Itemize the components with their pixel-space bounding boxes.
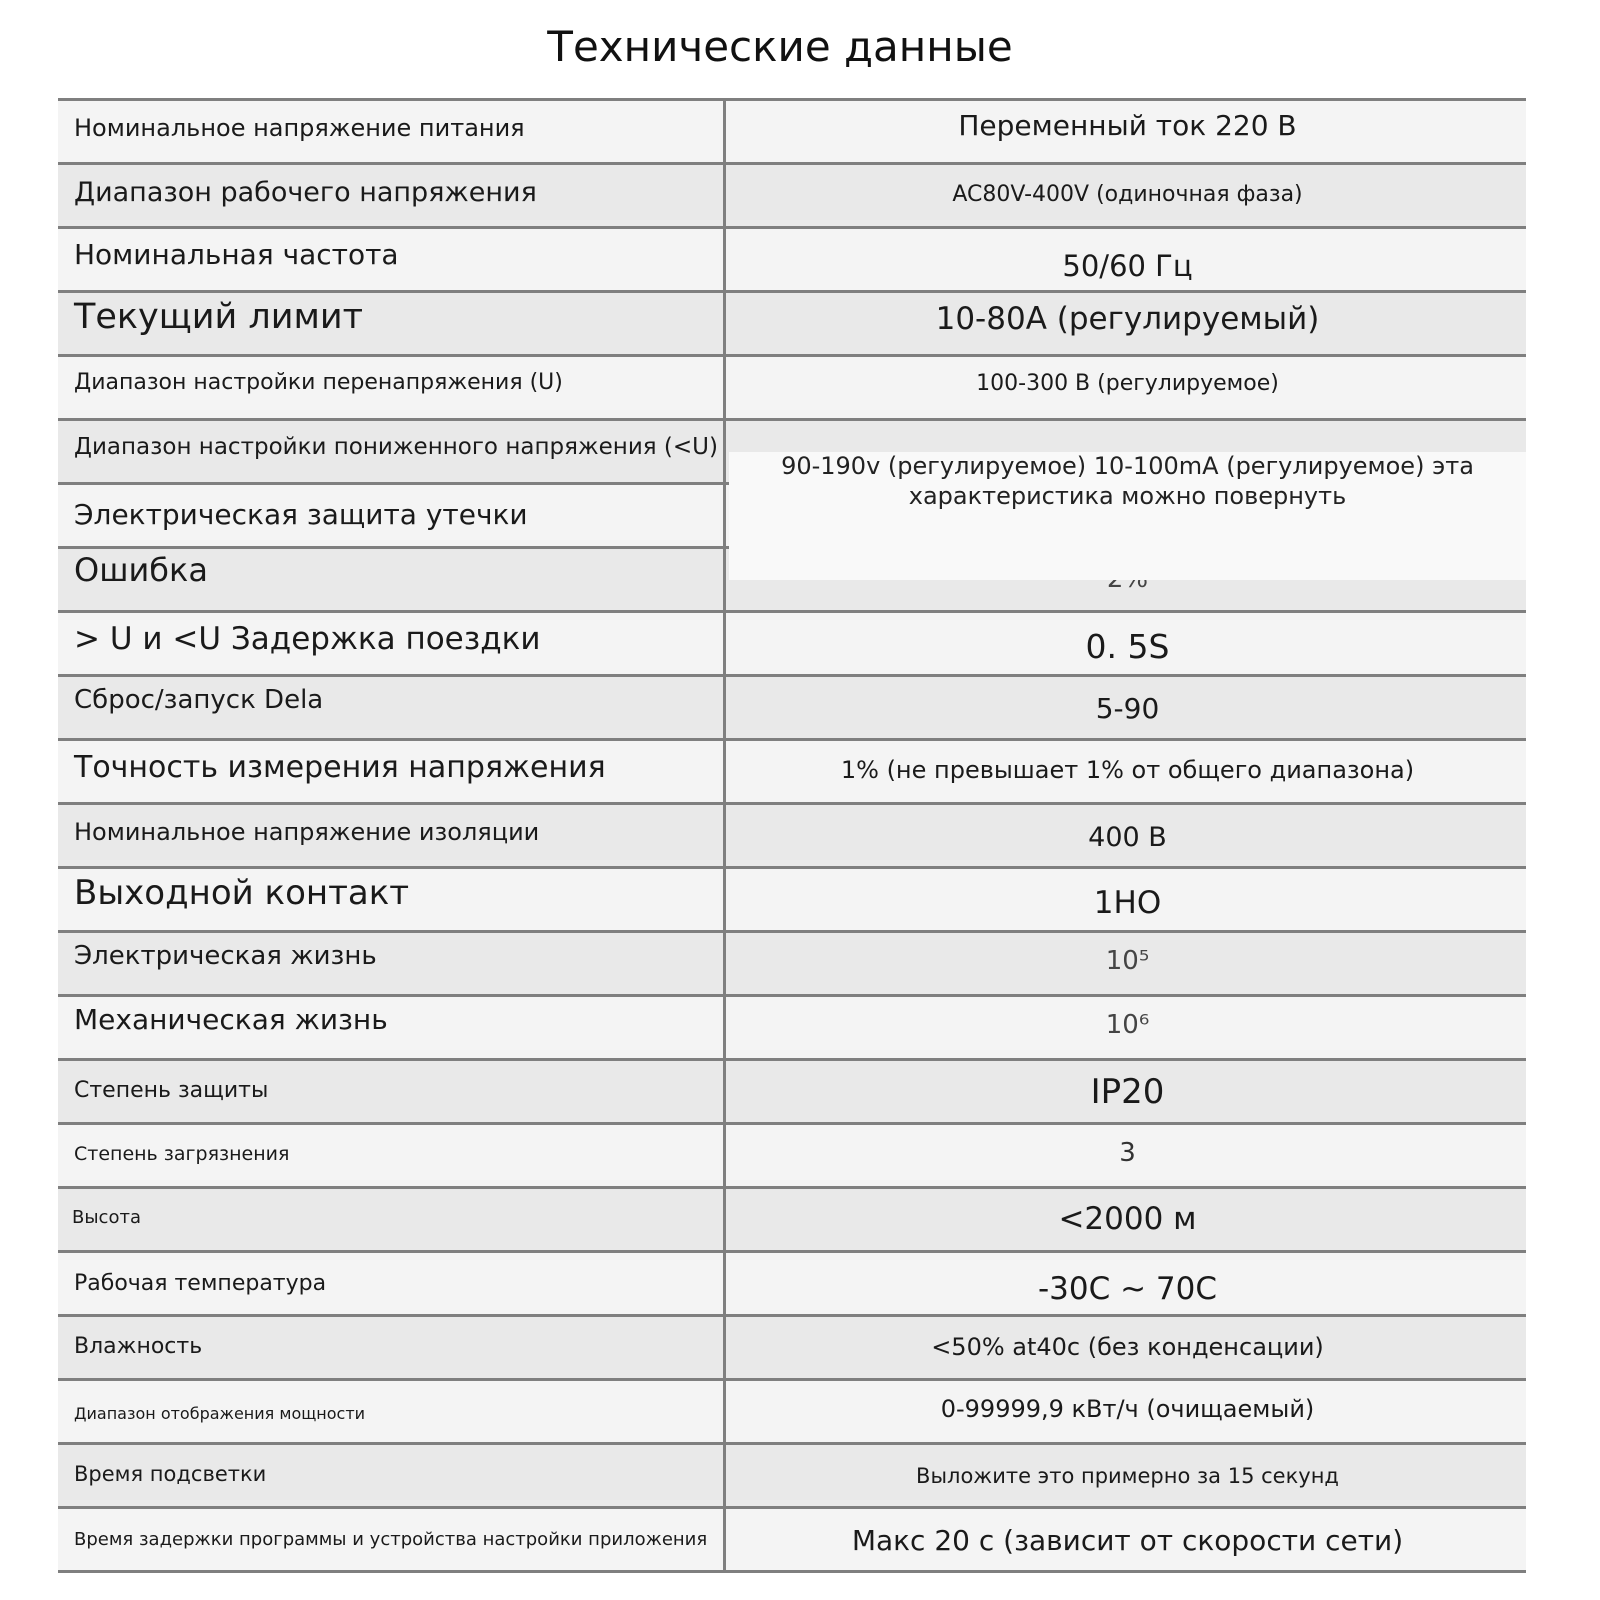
row-label-cell: [58, 869, 726, 930]
row-label-cell: [58, 1061, 726, 1122]
table-row: [58, 741, 1526, 805]
row-label: Степень защиты: [74, 1078, 269, 1103]
table-row: [58, 805, 1526, 869]
row-label-cell: [58, 357, 726, 418]
merged-value-line-2: характеристика можно повернуть: [908, 482, 1347, 510]
table-row: [58, 357, 1526, 421]
row-label: Диапазон настройки пониженного напряжения (<U): [74, 434, 718, 460]
row-label: Время подсветки: [74, 1462, 267, 1486]
spec-table: [58, 98, 1526, 1573]
table-row: [58, 933, 1526, 997]
row-label: Номинальное напряжение изоляции: [74, 818, 540, 846]
row-label-cell: [58, 101, 726, 162]
row-value-cell: [729, 1445, 1526, 1506]
row-label: Электрическая защита утечки: [74, 498, 528, 531]
row-label-cell: [58, 741, 726, 802]
row-label-cell: [58, 549, 726, 610]
row-value: 50/60 Гц: [1062, 249, 1193, 283]
table-row: [58, 293, 1526, 357]
table-row: [58, 997, 1526, 1061]
row-label-cell: [58, 421, 726, 482]
row-value-cell: [729, 1061, 1526, 1122]
row-label-cell: [58, 997, 726, 1058]
row-label-cell: [58, 293, 726, 354]
table-row: [58, 1189, 1526, 1253]
row-label-cell: [58, 1253, 726, 1314]
row-label: Номинальная частота: [74, 238, 399, 271]
row-value: 5-90: [1095, 692, 1160, 725]
row-value-cell: [729, 805, 1526, 866]
row-label: Рабочая температура: [74, 1271, 327, 1296]
row-label-cell: [58, 1189, 726, 1250]
row-label: Влажность: [74, 1334, 203, 1359]
row-label-cell: [58, 1125, 726, 1186]
table-row: [58, 1253, 1526, 1317]
row-value: Выложите это примерно за 15 секунд: [916, 1464, 1339, 1488]
row-label-cell: [58, 1317, 726, 1378]
row-value-cell: [729, 1317, 1526, 1378]
row-value-cell: [729, 229, 1526, 290]
row-value-cell: [729, 1509, 1526, 1570]
table-row: [58, 1317, 1526, 1381]
row-label: Электрическая жизнь: [74, 941, 377, 971]
row-value-cell: [729, 1125, 1526, 1186]
row-label: Номинальное напряжение питания: [74, 114, 525, 142]
row-value-cell: [729, 165, 1526, 226]
row-label-cell: [58, 165, 726, 226]
row-value-cell: [729, 357, 1526, 418]
table-row: [58, 613, 1526, 677]
row-label-cell: [58, 677, 726, 738]
table-row: [58, 1061, 1526, 1125]
row-value-cell: [729, 1381, 1526, 1442]
row-value: <50% at40c (без конденсации): [931, 1333, 1324, 1361]
row-value: <2000 м: [1058, 1201, 1197, 1237]
row-label: Время задержки программы и устройства настройки приложения: [74, 1529, 708, 1550]
row-value: 10-80A (регулируемый): [935, 301, 1320, 337]
row-value: AC80V-400V (одиночная фаза): [952, 182, 1303, 207]
table-row: [58, 869, 1526, 933]
row-value-cell: [729, 997, 1526, 1058]
row-value-cell: [729, 101, 1526, 162]
row-label: Диапазон рабочего напряжения: [74, 177, 537, 208]
row-label-cell: [58, 229, 726, 290]
row-value: 3: [1119, 1138, 1136, 1168]
merged-value-line-1: 90-190v (регулируемое) 10-100mA (регулируемое) эта: [781, 452, 1474, 480]
page-title: Технические данные: [547, 22, 1013, 71]
row-label: > U и <U Задержка поездки: [74, 621, 541, 657]
row-label: Сброс/запуск Dela: [74, 685, 324, 715]
row-label: Диапазон отображения мощности: [74, 1404, 366, 1423]
row-label: Степень загрязнения: [74, 1143, 290, 1165]
row-value: 0-99999,9 кВт/ч (очищаемый): [940, 1395, 1315, 1423]
table-row: [58, 677, 1526, 741]
row-value: 10⁶: [1105, 1010, 1150, 1040]
row-label: Диапазон настройки перенапряжения (U): [74, 370, 563, 395]
row-label-cell: [58, 1381, 726, 1442]
row-value: 1НО: [1093, 885, 1162, 921]
row-value-cell: [729, 1189, 1526, 1250]
row-value: 400 В: [1088, 822, 1167, 853]
row-value: IP20: [1090, 1072, 1165, 1112]
row-value-cell: [729, 1253, 1526, 1314]
row-label: Текущий лимит: [74, 297, 364, 337]
table-row: [58, 101, 1526, 165]
row-label-cell: [58, 1509, 726, 1570]
row-value: 1% (не превышает 1% от общего диапазона): [840, 756, 1415, 784]
row-value: 0. 5S: [1085, 627, 1170, 666]
row-value: -30C ~ 70C: [1037, 1271, 1218, 1307]
row-label: Выходной контакт: [74, 873, 410, 913]
table-row: [58, 1125, 1526, 1189]
row-label-cell: [58, 485, 726, 546]
row-label: Высота: [72, 1207, 141, 1228]
row-value: 100-300 В (регулируемое): [976, 371, 1279, 396]
row-value-cell: [729, 293, 1526, 354]
row-value-cell: [729, 677, 1526, 738]
row-label-cell: [58, 805, 726, 866]
row-label-cell: [58, 933, 726, 994]
row-value: Переменный ток 220 В: [958, 109, 1297, 142]
row-label-cell: [58, 613, 726, 674]
row-value: 10⁵: [1105, 946, 1150, 976]
row-label: Механическая жизнь: [74, 1003, 388, 1036]
row-value-cell: [729, 613, 1526, 674]
row-label: Точность измерения напряжения: [74, 750, 606, 785]
row-value-cell: [729, 869, 1526, 930]
row-label-cell: [58, 1445, 726, 1506]
table-row: [58, 1381, 1526, 1445]
table-row: [58, 165, 1526, 229]
merged-value-cell: [729, 452, 1526, 580]
table-row: [58, 229, 1526, 293]
table-row: [58, 1509, 1526, 1573]
row-value-cell: [729, 933, 1526, 994]
row-value: Макс 20 с (зависит от скорости сети): [851, 1524, 1404, 1557]
row-label: Ошибка: [74, 551, 208, 589]
row-value-cell: [729, 741, 1526, 802]
table-row: [58, 1445, 1526, 1509]
